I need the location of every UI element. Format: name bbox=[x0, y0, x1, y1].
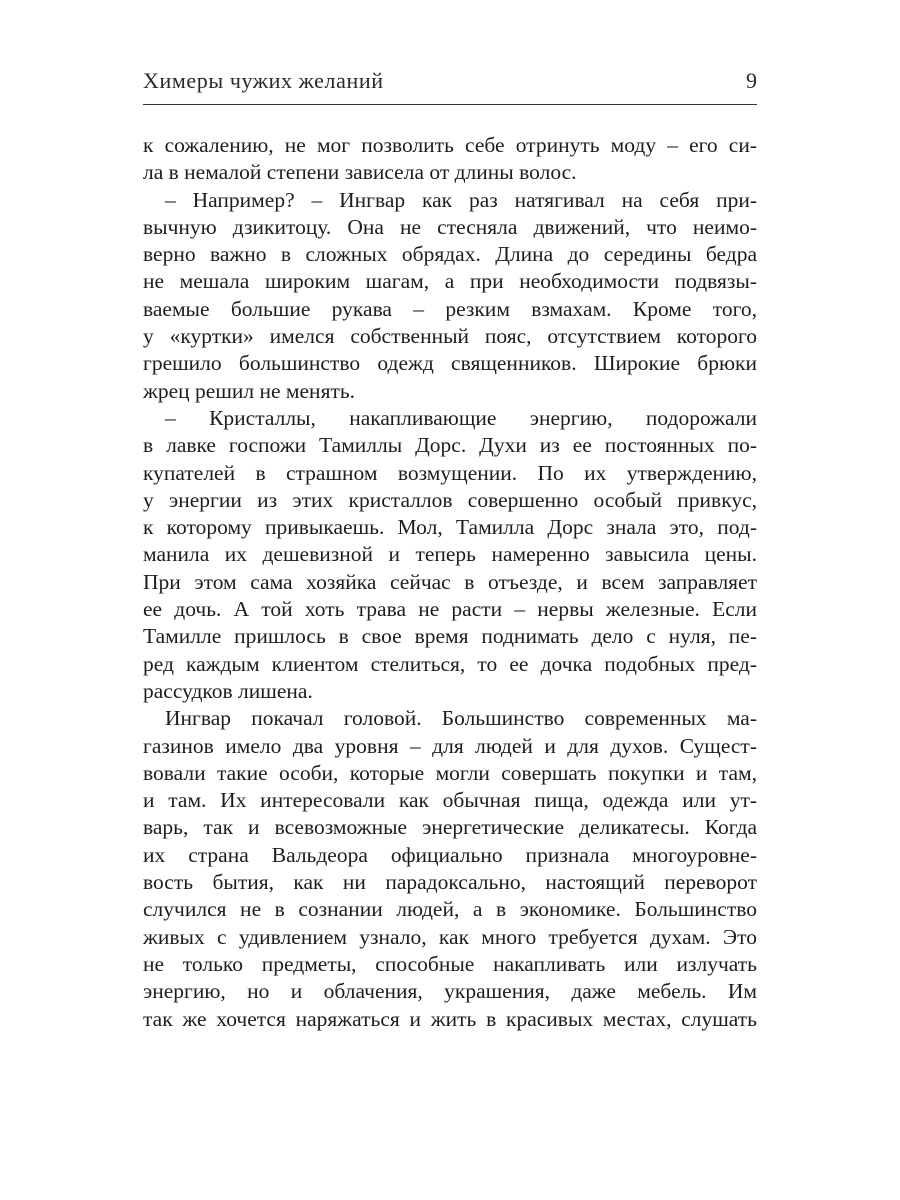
text-line: вовали такие особи, которые могли совершать покупки и там, bbox=[143, 760, 757, 785]
text-line: – Кристаллы, накапливающие энергию, подорожали bbox=[165, 405, 757, 430]
text-line: не мешала широким шагам, а при необходимости подвязы- bbox=[143, 269, 757, 294]
text-line: верно важно в сложных обрядах. Длина до середины бедра bbox=[143, 242, 757, 267]
header-rule bbox=[143, 104, 757, 105]
text-line: их страна Вальдеора официально признала многоуровне- bbox=[143, 842, 757, 867]
text-line: ред каждым клиентом стелиться, то ее дочка подобных пред- bbox=[143, 651, 757, 676]
text-line: у «куртки» имелся собственный пояс, отсутствием которого bbox=[143, 324, 757, 349]
text-line: грешило большинство одежд священников. Широкие брюки bbox=[143, 351, 757, 376]
page-number: 9 bbox=[746, 68, 757, 93]
text-line: варь, так и всевозможные энергетические деликатесы. Когда bbox=[143, 815, 757, 840]
text-line: энергию, но и облачения, украшения, даже мебель. Им bbox=[143, 979, 757, 1004]
text-line: ваемые большие рукава – резким взмахам. Кроме того, bbox=[143, 296, 757, 321]
text-line: купателей в страшном возмущении. По их утверждению, bbox=[143, 460, 757, 485]
text-line: к которому привыкаешь. Мол, Тамилла Дорс знала это, под- bbox=[143, 515, 757, 540]
running-header bbox=[143, 68, 757, 98]
text-line: Ингвар покачал головой. Большинство современных ма- bbox=[165, 706, 757, 731]
text-line: живых с удивлением узнало, как много требуется духам. Это bbox=[143, 924, 757, 949]
text-line: ее дочь. А той хоть трава не расти – нервы железные. Если bbox=[143, 597, 757, 622]
text-line: случился не в сознании людей, а в экономике. Большинство bbox=[143, 897, 757, 922]
running-title: Химеры чужих желаний bbox=[143, 68, 384, 93]
text-line: Тамилле пришлось в свое время поднимать дело с нуля, пе- bbox=[143, 624, 757, 649]
text-line: не только предметы, способные накапливать или излучать bbox=[143, 951, 757, 976]
text-line: вычную дзикитоцу. Она не стесняла движений, что неимо- bbox=[143, 214, 757, 239]
text-line: манила их дешевизной и теперь намеренно завысила цены. bbox=[143, 542, 757, 567]
text-line: рассудков лишена. bbox=[143, 678, 313, 703]
text-line: у энергии из этих кристаллов совершенно особый привкус, bbox=[143, 487, 757, 512]
text-line: ла в немалой степени зависела от длины волос. bbox=[143, 160, 577, 185]
text-line: так же хочется наряжаться и жить в красивых местах, слушать bbox=[143, 1006, 757, 1031]
text-line: вость бытия, как ни парадоксально, настоящий переворот bbox=[143, 870, 757, 895]
body-text bbox=[143, 132, 757, 1033]
text-line: При этом сама хозяйка сейчас в отъезде, и всем заправляет bbox=[143, 569, 757, 594]
text-line: газинов имело два уровня – для людей и для духов. Сущест- bbox=[143, 733, 757, 758]
text-line: в лавке госпожи Тамиллы Дорс. Духи из ее постоянных по- bbox=[143, 433, 757, 458]
text-line: жрец решил не менять. bbox=[143, 378, 356, 403]
text-line: и там. Их интересовали как обычная пища, одежда или ут- bbox=[143, 788, 757, 813]
text-line: – Например? – Ингвар как раз натягивал на себя при- bbox=[165, 187, 757, 212]
text-line: к сожалению, не мог позволить себе отринуть моду – его си- bbox=[143, 133, 757, 157]
